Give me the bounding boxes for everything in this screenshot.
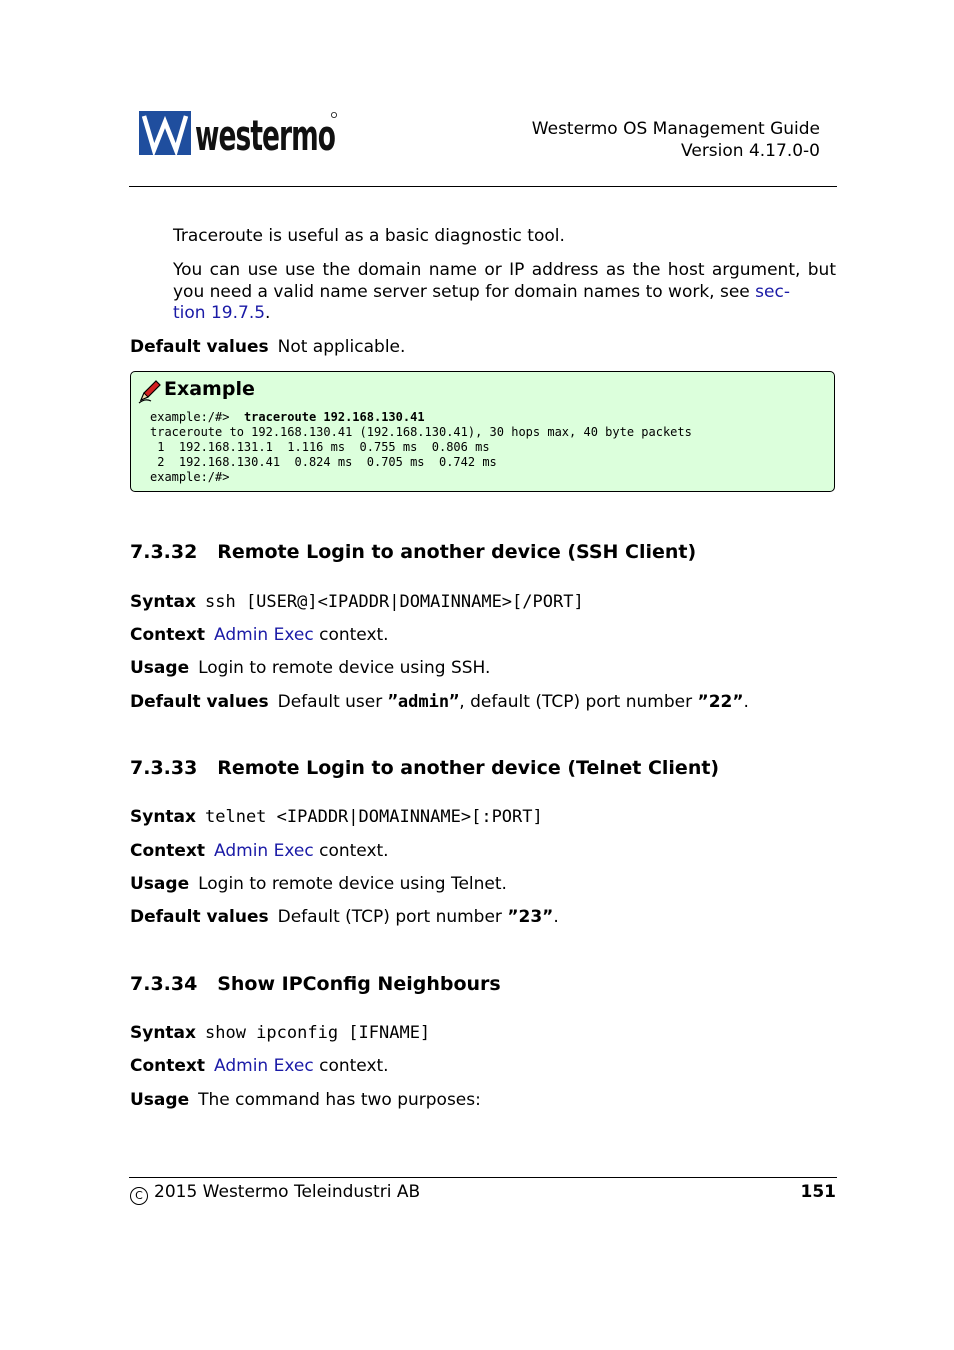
syntax-value: show ipconfig [IFNAME] [205,1023,431,1043]
section-title: Remote Login to another device (SSH Client) [217,541,697,563]
footer-divider [129,1177,837,1178]
section-heading-ssh [130,541,696,563]
traceroute-default-values [130,336,836,358]
default-text: , default (TCP) port number [459,692,698,712]
telnet-usage [130,873,836,895]
code-command: traceroute 192.168.130.41 [243,410,425,424]
admin-exec-link[interactable]: Admin Exec [214,625,314,645]
default-values-label: Default values [130,692,269,712]
document-title [532,118,820,162]
section-link-part1: sec- [755,281,790,302]
default-port: ”23” [507,907,554,927]
telnet-context [130,840,836,862]
usage-label: Usage [130,874,190,894]
example-box [130,371,835,492]
context-suffix: context. [319,1056,389,1076]
section-heading-telnet [130,757,719,779]
footer-copyright [130,1182,420,1205]
admin-exec-link[interactable]: Admin Exec [214,1056,314,1076]
default-end: . [553,907,559,927]
ipconfig-syntax [130,1022,836,1044]
default-values-label: Default values [130,337,269,357]
context-suffix: context. [319,841,389,861]
copyright-text: 2015 Westermo Teleindustri AB [154,1182,421,1202]
ssh-default-values [130,691,836,713]
guide-title: Westermo OS Management Guide [531,119,820,139]
default-end: . [743,692,749,712]
usage-label: Usage [130,1090,190,1110]
syntax-label: Syntax [130,807,196,827]
default-text: Default (TCP) port number [277,907,508,927]
copyright-icon: C [130,1187,148,1205]
usage-text: Login to remote device using SSH. [198,658,491,678]
section-title: Remote Login to another device (Telnet Client) [217,757,720,779]
default-user: ”admin” [387,692,460,712]
ssh-usage [130,657,836,679]
default-values-label: Default values [130,907,269,927]
admin-exec-link[interactable]: Admin Exec [214,841,314,861]
code-line: traceroute to 192.168.130.41 (192.168.130.41), 30 hops max, 40 byte packets [150,425,692,439]
context-suffix: context. [319,625,389,645]
default-values-text: Not applicable. [277,337,406,357]
default-port: ”22” [697,692,744,712]
usage-label: Usage [130,658,190,678]
syntax-value: ssh [USER@]<IPADDR|DOMAINNAME>[/PORT] [205,592,584,612]
section-number: 7.3.32 [130,541,198,563]
ssh-syntax [130,591,836,613]
section-heading-ipconfig [130,973,501,995]
pen-icon [137,378,163,404]
ssh-context [130,624,836,646]
code-prompt: example:/#> [150,410,230,424]
intro-paragraph-2-end: . [265,303,271,323]
code-line-command [150,410,425,425]
telnet-syntax [130,806,836,828]
code-line: 2 192.168.130.41 0.824 ms 0.705 ms 0.742 ms [150,455,497,469]
syntax-value: telnet <IPADDR|DOMAINNAME>[:PORT] [205,807,543,827]
westermo-logo [139,110,339,158]
syntax-label: Syntax [130,1023,196,1043]
default-text: Default user [277,692,388,712]
ipconfig-usage [130,1089,836,1111]
section-title: Show IPConfig Neighbours [217,973,501,995]
usage-text: The command has two purposes: [198,1090,481,1110]
section-number: 7.3.34 [130,973,198,995]
code-line: 1 192.168.131.1 1.116 ms 0.755 ms 0.806 ms [150,440,490,454]
intro-paragraph-2-text: You can use use the domain name or IP address as the host argument, but you need a valid name server setup for domain names to work, see [173,260,836,302]
ipconfig-context [130,1055,836,1077]
syntax-label: Syntax [130,592,196,612]
example-title: Example [164,378,255,400]
guide-version: Version 4.17.0-0 [681,141,820,161]
context-label: Context [130,841,206,861]
page-number: 151 [800,1182,836,1202]
context-label: Context [130,1056,206,1076]
svg-text:westermo: westermo [195,111,336,160]
section-link-part2: tion 19.7.5 [173,303,266,323]
telnet-default-values [130,906,836,928]
intro-paragraph-1: Traceroute is useful as a basic diagnostic tool. [173,226,565,246]
section-number: 7.3.33 [130,757,198,779]
context-label: Context [130,625,206,645]
intro-paragraph-2 [173,260,836,325]
code-line: example:/#> [150,470,230,484]
header-divider [129,186,837,187]
usage-text: Login to remote device using Telnet. [198,874,507,894]
